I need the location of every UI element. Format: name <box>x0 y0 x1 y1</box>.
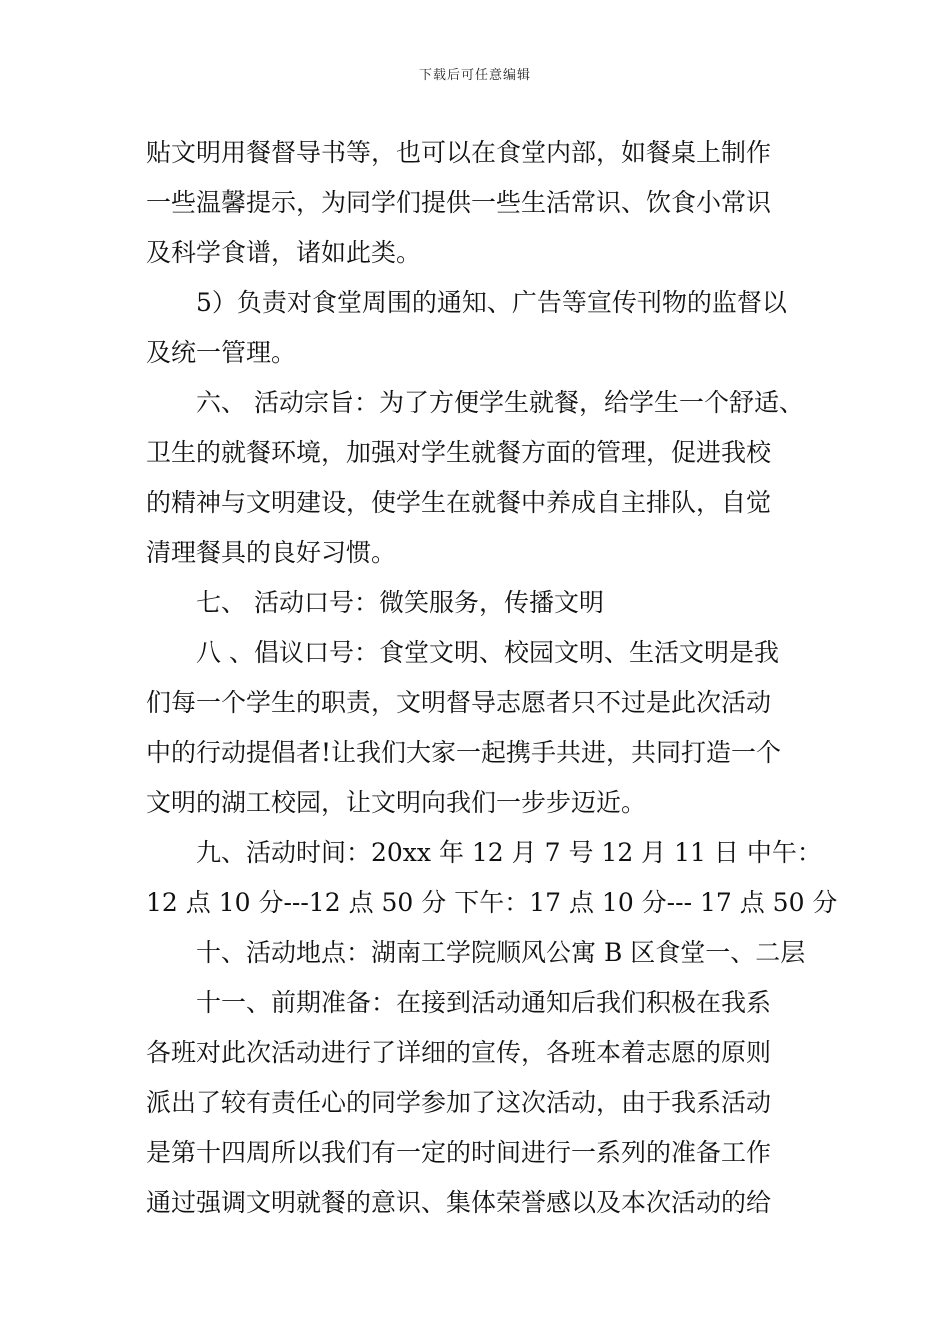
paragraph-6 <box>146 828 838 928</box>
document-body <box>146 128 838 1228</box>
paragraph-line: 一些温馨提示，为同学们提供一些生活常识、饮食小常识 <box>146 188 772 217</box>
paragraph-4 <box>146 578 811 628</box>
paragraph-8 <box>146 978 811 1228</box>
paragraph-1 <box>146 128 811 278</box>
paragraph-2 <box>146 278 811 378</box>
paragraph-line: 十一、前期准备：在接到活动通知后我们积极在我系 <box>196 988 772 1017</box>
paragraph-line: 文明的湖工校园，让文明向我们一步步迈近。 <box>146 788 647 817</box>
page-header: 下载后可任意编辑 <box>418 68 531 83</box>
paragraph-line: 的精神与文明建设，使学生在就餐中养成自主排队，自觉 <box>146 488 772 517</box>
paragraph-line: 及统一管理。 <box>146 338 297 367</box>
paragraph-line: 七、 活动口号：微笑服务，传播文明 <box>196 588 604 617</box>
paragraph-line: 中的行动提倡者!让我们大家一起携手共进，共同打造一个 <box>146 738 782 767</box>
paragraph-line: 卫生的就餐环境，加强对学生就餐方面的管理，促进我校 <box>146 438 772 467</box>
paragraph-line: 通过强调文明就餐的意识、集体荣誉感以及本次活动的给 <box>146 1188 772 1217</box>
paragraph-line: 各班对此次活动进行了详细的宣传，各班本着志愿的原则 <box>146 1038 772 1067</box>
paragraph-line: 九、活动时间：20xx 年 12 月 7 号 12 月 11 日 中午： <box>196 838 822 867</box>
paragraph-line: 六、 活动宗旨：为了方便学生就餐，给学生一个舒适、 <box>196 388 804 417</box>
paragraph-line: 们每一个学生的职责，文明督导志愿者只不过是此次活动 <box>146 688 772 717</box>
paragraph-line: 及科学食谱，诸如此类。 <box>146 238 422 267</box>
paragraph-line: 12 点 10 分---12 点 50 分 下午：17 点 10 分--- 17 点 50 分 <box>146 888 838 917</box>
paragraph-line: 清理餐具的良好习惯。 <box>146 538 397 567</box>
paragraph-7 <box>146 928 811 978</box>
paragraph-3 <box>146 378 811 578</box>
paragraph-line: 是第十四周所以我们有一定的时间进行一系列的准备工作 <box>146 1138 772 1167</box>
paragraph-line: 5）负责对食堂周围的通知、广告等宣传刊物的监督以 <box>196 288 787 317</box>
paragraph-line: 十、活动地点：湖南工学院顺风公寓 B 区食堂一、二层 <box>196 938 806 967</box>
paragraph-5 <box>146 628 811 828</box>
paragraph-line: 贴文明用餐督导书等，也可以在食堂内部，如餐桌上制作 <box>146 138 772 167</box>
paragraph-line: 派出了较有责任心的同学参加了这次活动，由于我系活动 <box>146 1088 772 1117</box>
paragraph-line: 八 、倡议口号：食堂文明、校园文明、生活文明是我 <box>196 638 779 667</box>
